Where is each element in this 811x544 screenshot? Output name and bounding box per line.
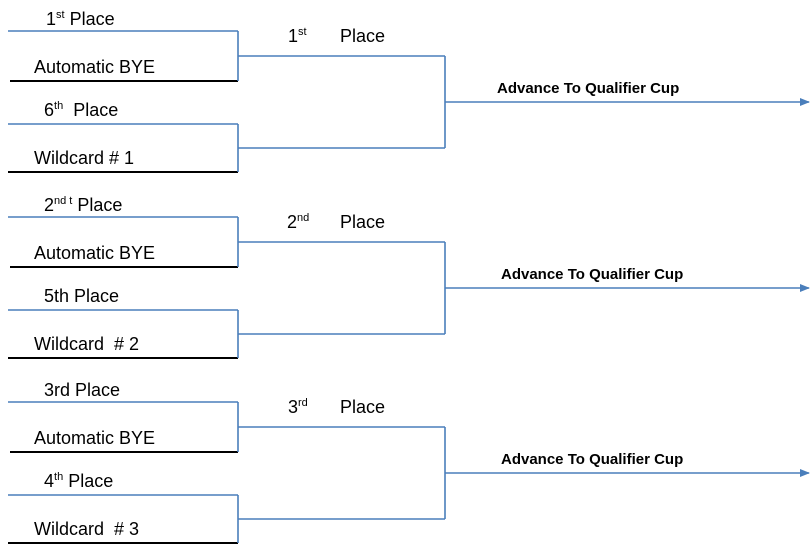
seed-label-2-3-text: 5th Place [44, 286, 120, 306]
seed-label-3-1 [44, 381, 120, 399]
seed-label-1-3-ordinal-suffix: th [54, 100, 64, 112]
winner-ordinal-suffix: st [298, 26, 307, 38]
seed-label-1-3-word: Place [63, 100, 119, 120]
seed-label-2-4 [34, 335, 139, 353]
seed-label-1-1-word: Place [64, 9, 115, 29]
winner-number: 3 [288, 397, 299, 417]
winner-place-word-2: Place [340, 212, 386, 232]
winner-place-word-1: Place [340, 26, 386, 46]
seed-label-3-2 [34, 429, 155, 447]
seed-label-2-2 [34, 244, 155, 262]
seed-label-2-1-word: Place [72, 195, 123, 215]
seed-label-1-4 [34, 149, 134, 167]
advance-label-1: Advance To Qualifier Cup [497, 80, 680, 97]
seed-label-3-2-text: Automatic BYE [34, 428, 156, 448]
seed-label-2-1-ordinal-suffix: nd t [54, 195, 73, 207]
seed-label-1-2 [34, 58, 155, 76]
seed-label-3-3-number: 4 [44, 471, 55, 491]
seed-label-3-4-text: Wildcard # 3 [34, 519, 140, 539]
seed-label-2-4-text: Wildcard # 2 [34, 334, 140, 354]
winner-place-word-3: Place [340, 397, 386, 417]
seed-label-1-1 [46, 10, 115, 28]
winner-label-1 [288, 27, 307, 45]
seed-label-2-1-number: 2 [44, 195, 55, 215]
winner-label-2 [287, 213, 309, 231]
winner-ordinal-suffix: nd [297, 212, 310, 224]
advance-label-2: Advance To Qualifier Cup [501, 266, 684, 283]
seed-label-1-1-ordinal-suffix: st [56, 9, 65, 21]
winner-number: 1 [288, 26, 299, 46]
winner-label-3 [288, 398, 308, 416]
seed-label-1-4-text: Wildcard # 1 [34, 148, 135, 168]
winner-number: 2 [287, 212, 298, 232]
seed-label-3-4 [34, 520, 139, 538]
winner-ordinal-suffix: rd [298, 397, 308, 409]
seed-label-3-3 [44, 472, 113, 490]
seed-label-3-3-word: Place [63, 471, 114, 491]
seed-label-2-1 [44, 196, 122, 214]
seed-label-3-3-ordinal-suffix: th [54, 471, 64, 483]
advance-label-3: Advance To Qualifier Cup [501, 451, 684, 468]
seed-label-1-2-text: Automatic BYE [34, 57, 156, 77]
seed-label-2-3 [44, 287, 119, 305]
seed-label-1-3-number: 6 [44, 100, 55, 120]
seed-label-1-3 [44, 101, 118, 119]
seed-label-1-1-number: 1 [46, 9, 57, 29]
seed-label-2-2-text: Automatic BYE [34, 243, 156, 263]
seed-label-3-1-text: 3rd Place [44, 380, 121, 400]
